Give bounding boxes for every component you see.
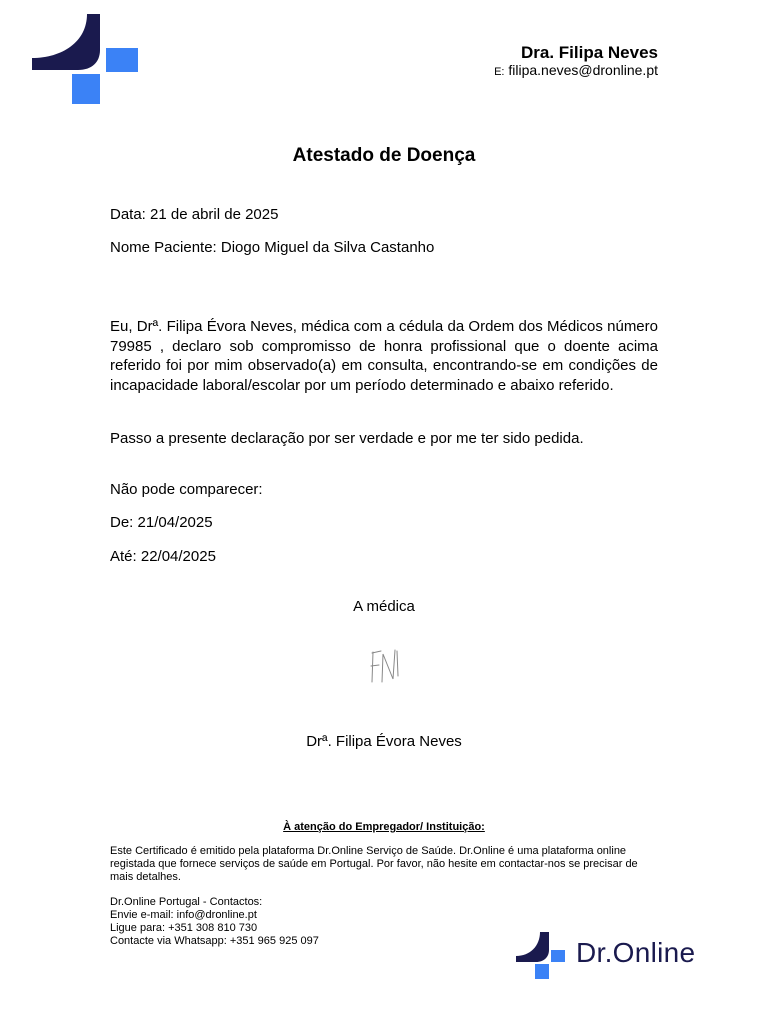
contact-line: Dr.Online Portugal - Contactos: [110, 896, 263, 908]
patient-line: Nome Paciente: Diogo Miguel da Silva Castanho [110, 239, 435, 256]
document-title: Atestado de Doença [292, 145, 476, 166]
brand-name: Dr.Online [576, 937, 696, 968]
footer-text: Este Certificado é emitido pela plataforma Dr.Online Serviço de Saúde. Dr.Online é uma plataforma online registada que fornece serviços de saúde em Portugal. Por favor, não hesite em contactar-nos se precisar de mais detalhes. [110, 845, 638, 883]
email-value: filipa.neves@dronline.pt [508, 62, 658, 78]
date-line: Data: 21 de abril de 2025 [110, 206, 279, 223]
doctor-name: Dra. Filipa Neves [520, 43, 658, 62]
contact-whatsapp: Contacte via Whatsapp: +351 965 925 097 [110, 935, 319, 947]
absence-heading: Não pode comparecer: [110, 481, 263, 498]
contact-phone: Ligue para: +351 308 810 730 [110, 922, 258, 934]
handwritten-signature [366, 646, 406, 686]
dronline-logo-icon [32, 14, 140, 106]
statement-line: Passo a presente declaração por ser verdade e por me ter sido pedida. [110, 430, 584, 447]
footer-heading: À atenção do Empregador/ Instituição: [283, 821, 485, 833]
dronline-brand-icon [516, 932, 566, 980]
contact-email: Envie e-mail: info@dronline.pt [110, 909, 257, 921]
absence-to: Até: 22/04/2025 [110, 548, 216, 565]
absence-from: De: 21/04/2025 [110, 514, 213, 531]
signer-name: Drª. Filipa Évora Neves [306, 733, 462, 750]
declaration-paragraph: Eu, Drª. Filipa Évora Neves, médica com a cédula da Ordem dos Médicos número 79985 , declaro sob compromisso de honra profissional que o doente acima referido foi por mim observado(a) em consulta, encontrando-se em condições de incapacidade laboral/escolar por um período determinado e abaixo referido. [110, 318, 658, 394]
doctor-email [494, 62, 658, 78]
signer-role: A médica [353, 598, 415, 615]
email-label: E: [494, 66, 505, 78]
